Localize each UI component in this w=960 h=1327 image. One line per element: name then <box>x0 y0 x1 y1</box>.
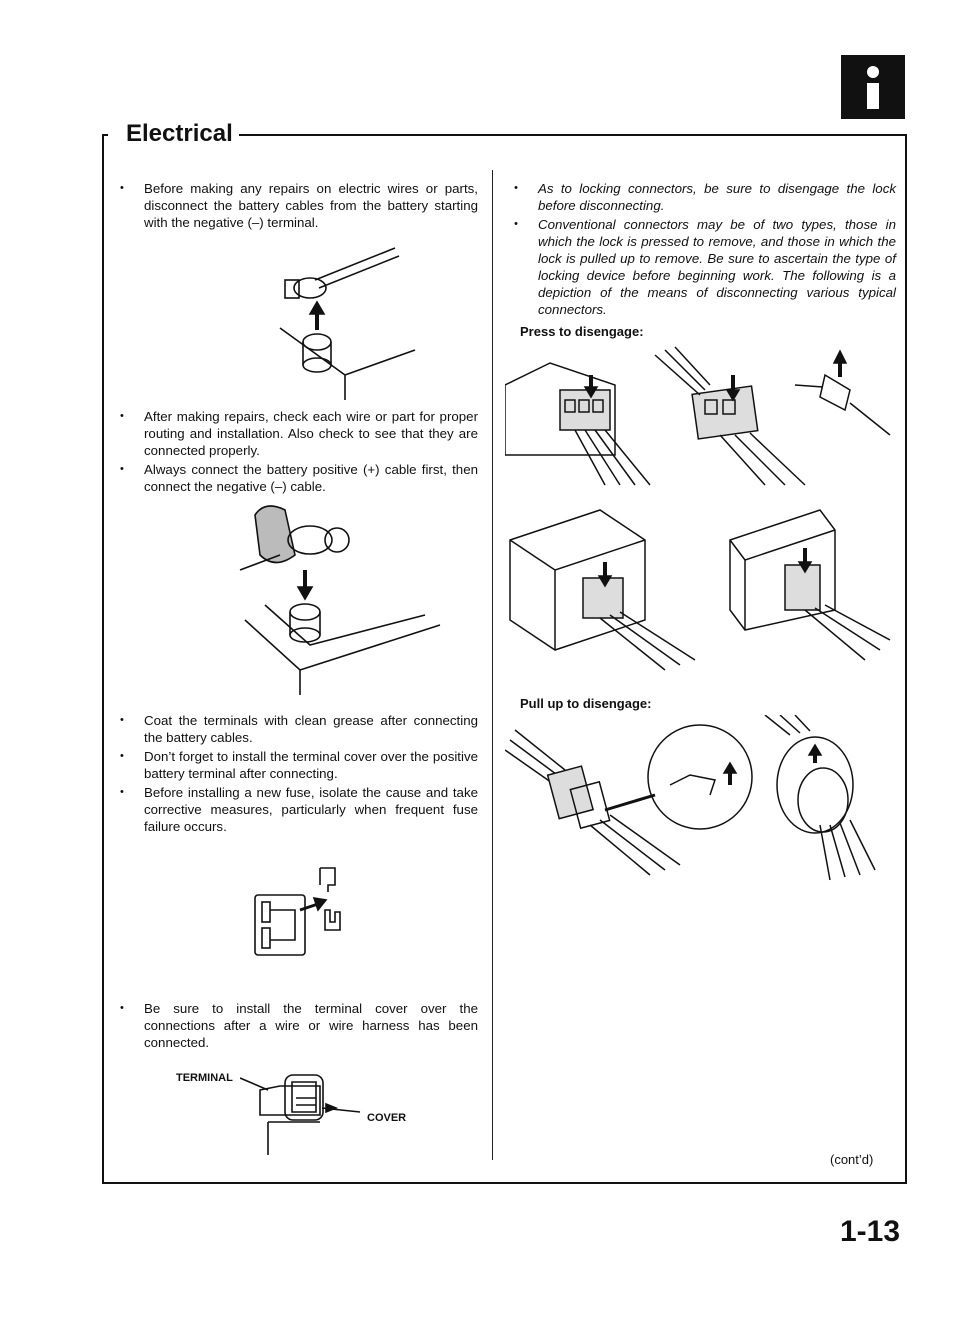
left-block-2 <box>116 408 478 497</box>
list-item: • As to locking connectors, be sure to disengage the lock before disconnecting. <box>510 180 896 214</box>
left-block-4 <box>116 1000 478 1053</box>
terminal-cover-illustration <box>240 1060 370 1160</box>
list-item: • Conventional connectors may be of two types, those in which the lock is pressed to remove, and those in which the lock is pulled up to remove. Be sure to ascertain the type of locking device before beginning work. The following is a depiction of the means of disconnecting various typical connectors. <box>510 216 896 318</box>
page-number: 1-13 <box>840 1215 901 1248</box>
left-block-3 <box>116 712 478 837</box>
list-item: • After making repairs, check each wire or part for proper routing and installation. Also check to see that they are connected properly. <box>116 408 478 459</box>
column-divider <box>492 170 493 1160</box>
continued-note: (cont’d) <box>830 1152 874 1167</box>
list-item: • Don’t forget to install the terminal cover over the positive battery terminal after connecting. <box>116 748 478 782</box>
pull-heading: Pull up to disengage: <box>520 696 652 711</box>
press-heading: Press to disengage: <box>520 324 644 339</box>
press-connectors-row1-illustration <box>505 345 895 495</box>
battery-connect-illustration <box>225 495 465 695</box>
list-item: • Always connect the battery positive (+) cable first, then connect the negative (–) cable. <box>116 461 478 495</box>
battery-disconnect-illustration <box>255 240 455 400</box>
press-connectors-row2-illustration <box>505 500 895 675</box>
list-item: • Before installing a new fuse, isolate the cause and take corrective measures, particularly when frequent fuse failure occurs. <box>116 784 478 835</box>
list-item: • Before making any repairs on electric wires or parts, disconnect the battery cables from the battery starting with the negative (–) terminal. <box>116 180 478 231</box>
fuse-illustration <box>240 850 370 980</box>
list-item: • Coat the terminals with clean grease after connecting the battery cables. <box>116 712 478 746</box>
section-info-icon <box>841 55 905 119</box>
terminal-label: TERMINAL <box>176 1072 233 1084</box>
list-item: • Be sure to install the terminal cover over the connections after a wire or wire harness has been connected. <box>116 1000 478 1051</box>
section-title: Electrical <box>124 119 239 149</box>
cover-label: COVER <box>367 1112 407 1124</box>
right-block-1 <box>510 180 896 320</box>
pull-connectors-illustration <box>505 715 895 885</box>
left-block-1 <box>116 180 478 233</box>
